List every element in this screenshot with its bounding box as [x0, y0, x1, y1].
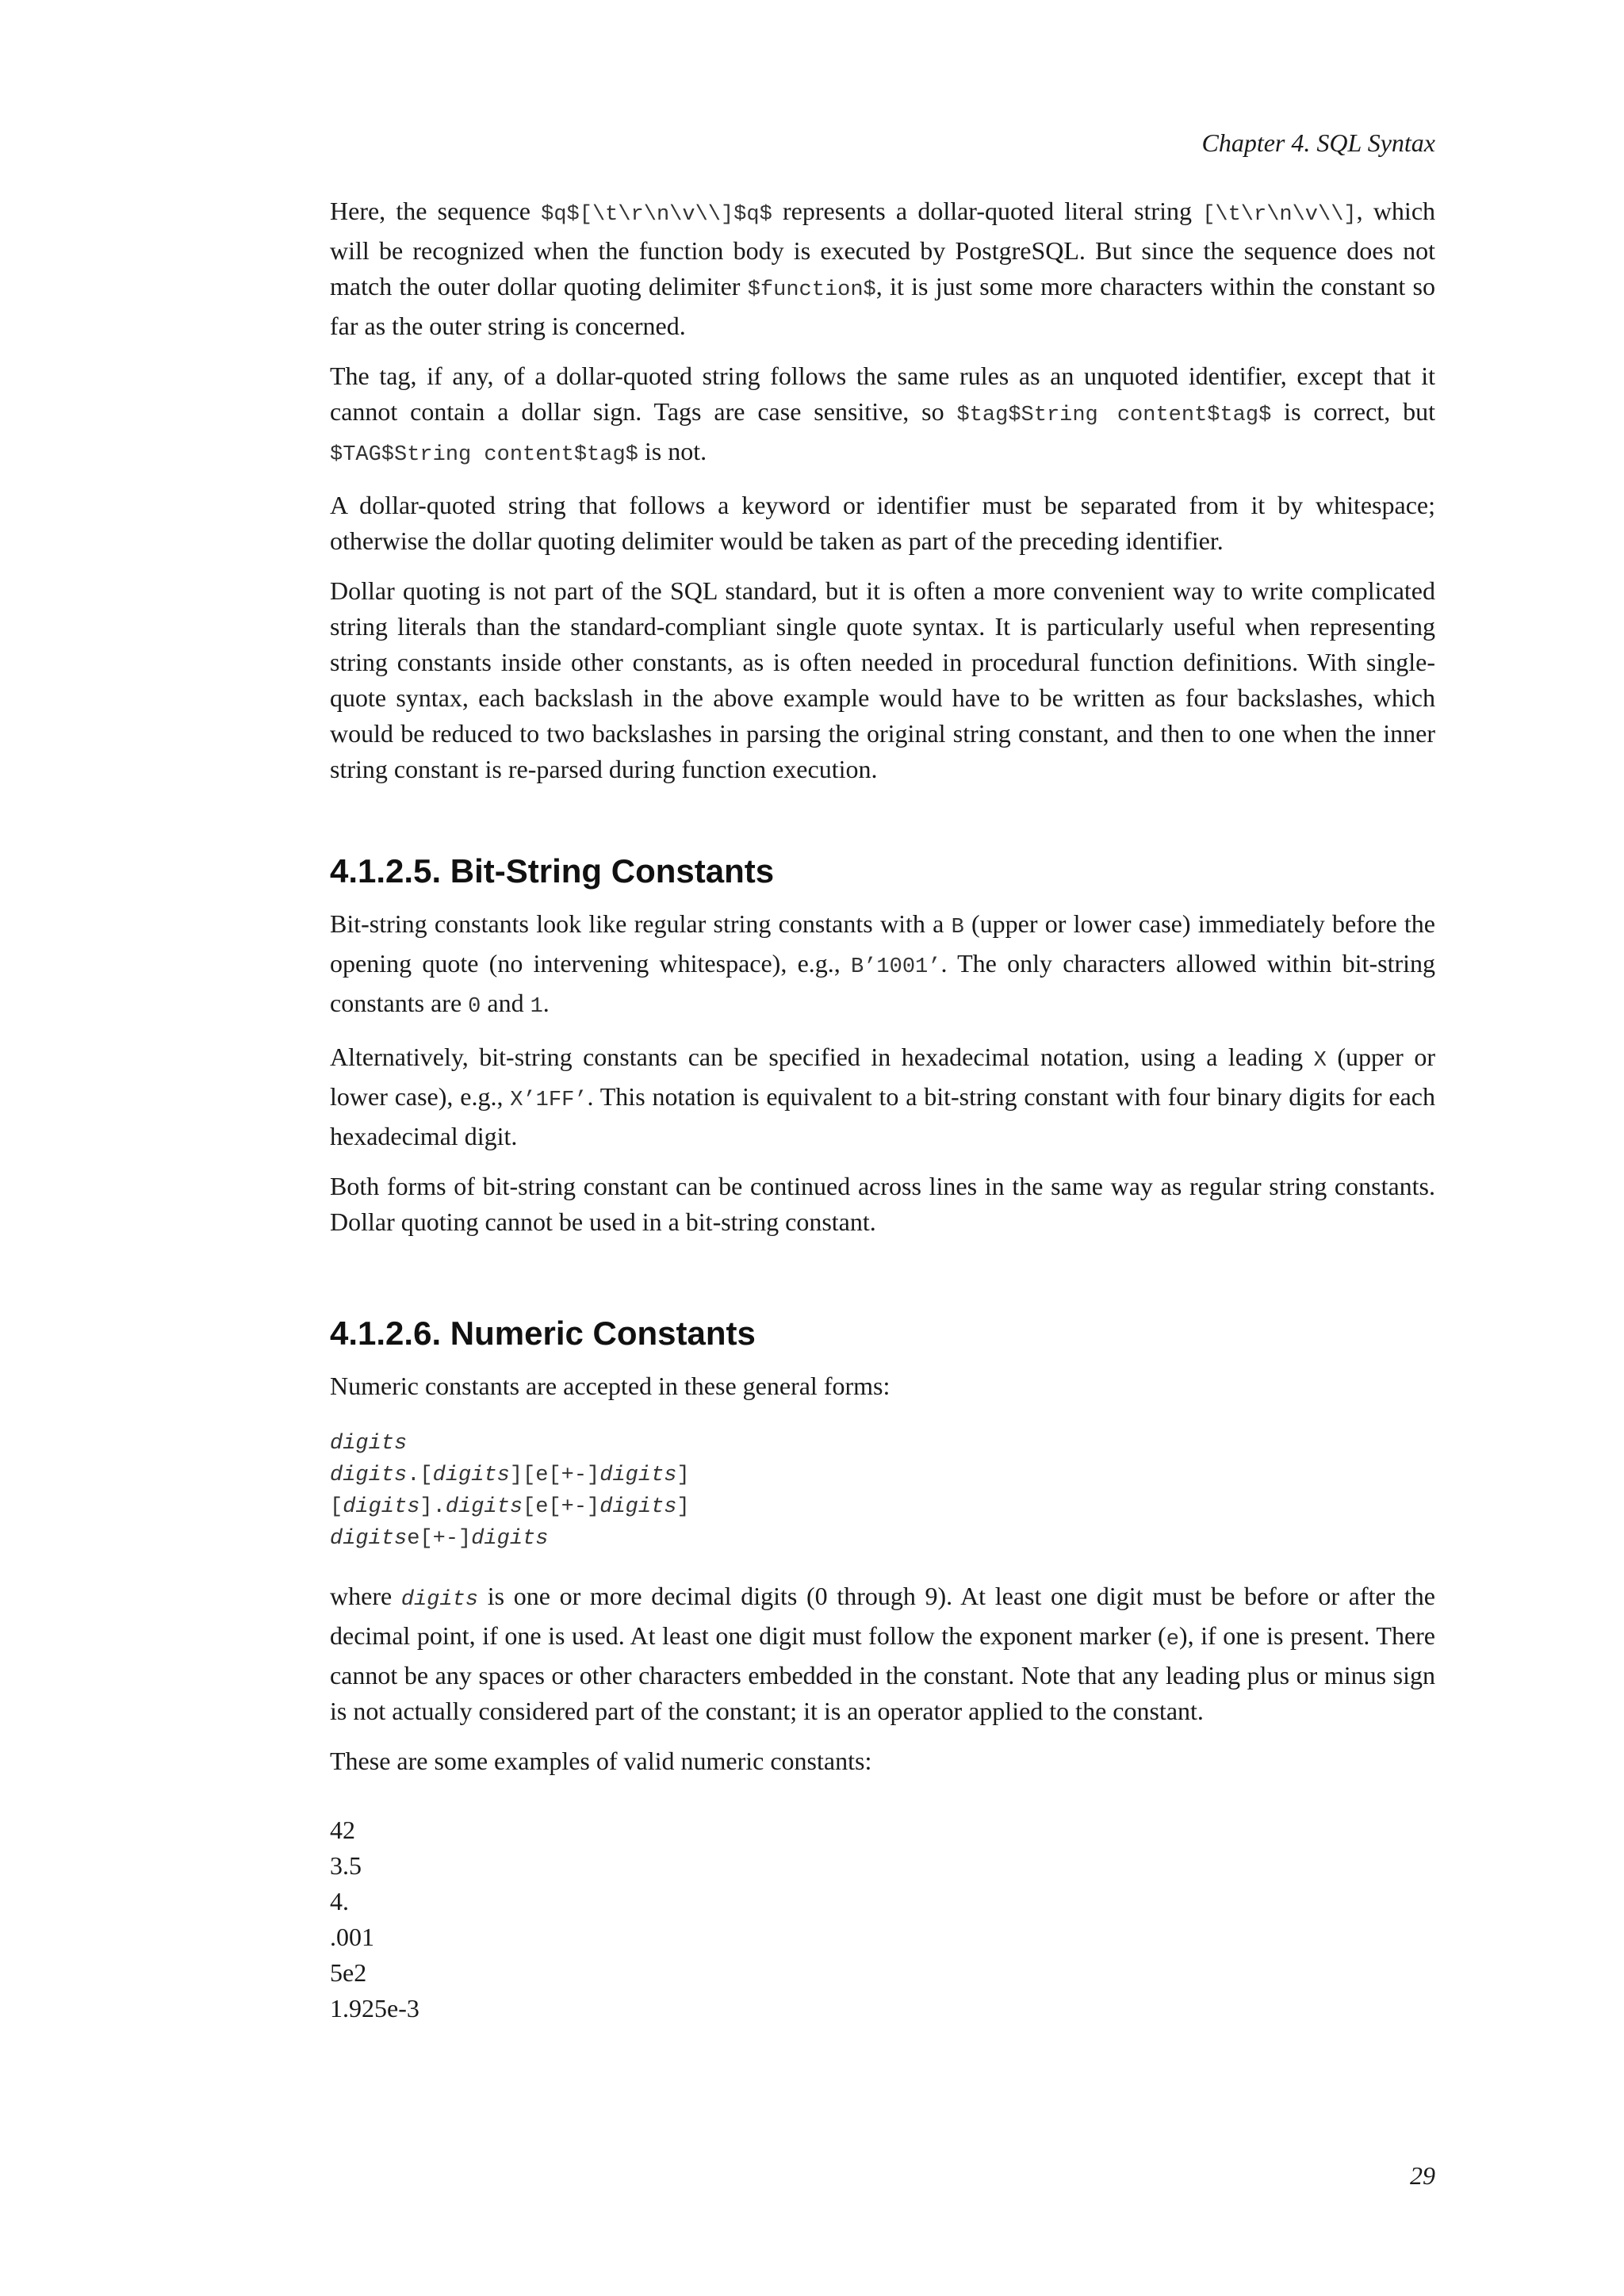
placeholder-var: digits [330, 1464, 408, 1487]
syntax-text: [e[+-] [523, 1495, 600, 1519]
text: (upper or lower case), e.g., [330, 1043, 1436, 1111]
code-literal: [\t\r\n\v\\] [1202, 203, 1357, 227]
numeric-examples-list [330, 1812, 1435, 2026]
placeholder-var: digits [445, 1495, 523, 1519]
paragraph-bit-string-continuation: Both forms of bit-string constant can be continued across lines in the same way as regular string constants. Dollar quoting cannot be used in a bit-string constant. [330, 1172, 1435, 1236]
numeric-syntax-block [330, 1428, 1435, 1555]
placeholder-var: digits [330, 1432, 408, 1456]
paragraph-bit-string-hex [330, 1039, 1435, 1154]
paragraph-dollar-quote-explanation [330, 193, 1435, 344]
example-item: 5e2 [330, 1958, 367, 1987]
text: , which will be recognized when the function body is executed by PostgreSQL. But since the sequence does not match the outer dollar quoting delimiter [330, 197, 1436, 300]
code-literal: $function$ [747, 278, 876, 302]
paragraph-numeric-intro: Numeric constants are accepted in these general forms: [330, 1372, 891, 1400]
text: Bit-string constants look like regular string constants with a [330, 909, 952, 938]
syntax-text: ]. [419, 1495, 446, 1519]
text: , it is just some more characters within the constant so far as the outer string is concerned. [330, 272, 1436, 340]
text: ), if one is present. There cannot be any spaces or other characters embedded in the constant. Note that any leading plus or minus sign is not actually considered part of the constant; it is an operator applied to the constant. [330, 1621, 1436, 1725]
text: where [330, 1582, 401, 1610]
code-literal: 0 [468, 995, 481, 1019]
section-heading-bit-string: 4.1.2.5. Bit-String Constants [330, 852, 775, 890]
syntax-text: e[+-] [407, 1527, 472, 1551]
example-item: 42 [330, 1816, 355, 1844]
example-item: .001 [330, 1923, 374, 1951]
code-literal: $tag$String content$tag$ [956, 404, 1272, 427]
paragraph-whitespace-rule: A dollar-quoted string that follows a keyword or identifier must be separated from it by whitespace; otherwise the dollar quoting delimiter would be taken as part of the preceding identifier. [330, 491, 1435, 555]
section-heading-numeric: 4.1.2.6. Numeric Constants [330, 1314, 756, 1352]
text: Here, the sequence [330, 197, 542, 225]
text: . This notation is equivalent to a bit-string constant with four binary digits for each hexadecimal digit. [330, 1082, 1436, 1150]
syntax-line [330, 1495, 690, 1519]
example-item: 4. [330, 1887, 349, 1915]
chapter-title: Chapter 4. SQL Syntax [1201, 128, 1435, 157]
code-literal: B’1001’ [851, 955, 941, 979]
code-literal: X [1313, 1049, 1327, 1073]
paragraph-numeric-rules [330, 1578, 1435, 1729]
paragraph-bit-string-intro [330, 906, 1435, 1025]
placeholder-var: digits [599, 1464, 677, 1487]
paragraph-tag-rules [330, 358, 1435, 473]
paragraph-dollar-quoting-standard: Dollar quoting is not part of the SQL standard, but it is often a more convenient way to write complicated string literals than the standard-compliant single quote syntax. It is particularly useful when representing string constants inside other constants, as is often needed in procedural function definitions. With single-quote syntax, each backslash in the above example would have to be written as four backslashes, which would be reduced to two backslashes in parsing the original string constant, and then to one when the inner string constant is re-parsed during function execution. [330, 576, 1435, 783]
code-literal: $q$[\t\r\n\v\\]$q$ [541, 203, 772, 227]
placeholder-var: digits [343, 1495, 420, 1519]
code-literal: $TAG$String content$tag$ [330, 443, 638, 467]
example-item: 3.5 [330, 1851, 362, 1880]
text: . The only characters allowed within bit-string constants are [330, 949, 1436, 1017]
placeholder-var: digits [330, 1527, 408, 1551]
syntax-text: .[ [407, 1464, 433, 1487]
running-header [330, 127, 1435, 159]
placeholder-var: digits [599, 1495, 677, 1519]
placeholder-var: digits [471, 1527, 549, 1551]
text: (upper or lower case) immediately before the opening quote (no intervening whitespace), e.g., [330, 909, 1436, 978]
syntax-line [330, 1432, 407, 1456]
syntax-text: ] [676, 1464, 690, 1487]
text: is not. [638, 437, 707, 465]
syntax-text: [ [330, 1495, 343, 1519]
placeholder-var: digits [400, 1588, 479, 1612]
text: is one or more decimal digits (0 through 9). At least one digit must be before or after the decimal point, if one is used. At least one digit must follow the exponent marker ( [330, 1582, 1435, 1650]
code-literal: B [951, 916, 964, 939]
code-literal: X’1FF’ [510, 1089, 588, 1112]
page-number [330, 2160, 1435, 2191]
text: Alternatively, bit-string constants can be specified in hexadecimal notation, using a leading [330, 1043, 1314, 1071]
page-number-text: 29 [1410, 2161, 1435, 2190]
code-literal: e [1166, 1628, 1179, 1651]
syntax-line [330, 1527, 548, 1551]
example-item: 1.925e-3 [330, 1994, 419, 2022]
text: is correct, but [1271, 397, 1436, 426]
text: and [481, 989, 530, 1017]
code-literal: 1 [530, 995, 543, 1019]
syntax-text: ] [676, 1495, 690, 1519]
text: . [542, 989, 550, 1017]
page-content [330, 193, 1435, 2026]
syntax-text: ][e[+-] [509, 1464, 600, 1487]
text: represents a dollar-quoted literal string [772, 197, 1203, 225]
paragraph-examples-intro: These are some examples of valid numeric constants: [330, 1747, 872, 1775]
syntax-line [330, 1464, 690, 1487]
text: The tag, if any, of a dollar-quoted string follows the same rules as an unquoted identifier, except that it cannot contain a dollar sign. Tags are case sensitive, so [330, 362, 1435, 426]
placeholder-var: digits [432, 1464, 510, 1487]
